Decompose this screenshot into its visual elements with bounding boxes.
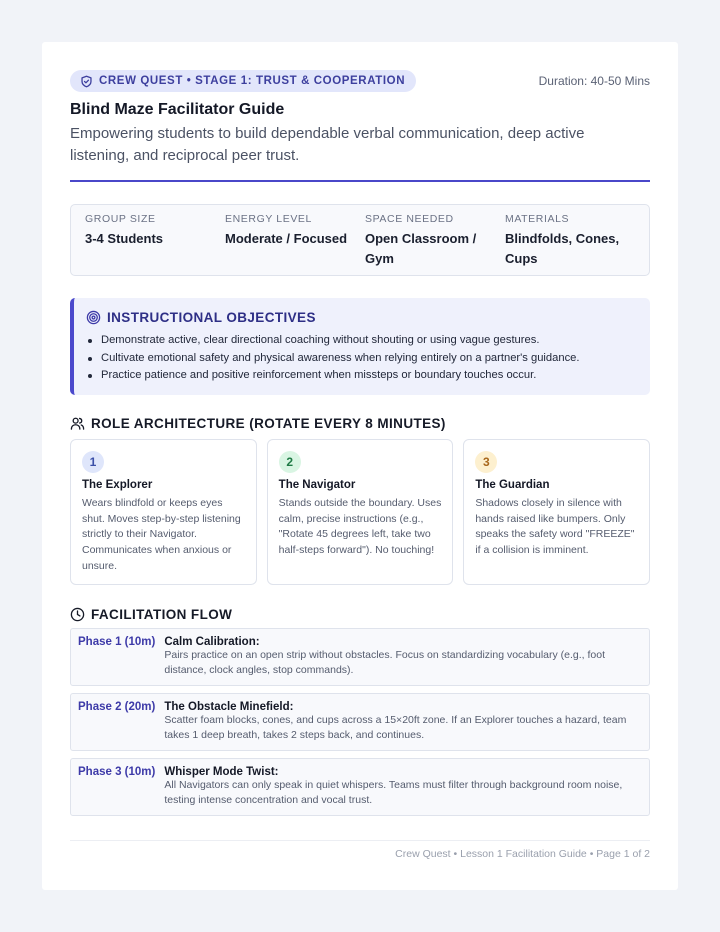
flow-list — [70, 628, 650, 816]
info-value: Blindfolds, Cones, Cups — [505, 231, 620, 266]
phase-description: Pairs practice on an open strip without obstacles. Focus on standardizing vocabulary (e.g., foot distance, clock angles, stop commands). — [164, 649, 606, 676]
phase-label: Phase 1 (10m) — [78, 636, 156, 648]
phase-label: Phase 2 (20m) — [78, 701, 156, 713]
info-energy-level — [225, 213, 365, 275]
info-value: Moderate / Focused — [225, 231, 348, 246]
phase-content — [164, 701, 639, 750]
info-label: MATERIALS — [505, 213, 570, 225]
duration-text: Duration: 40-50 Mins — [538, 74, 650, 88]
flow-phase-3 — [70, 758, 650, 816]
phase-label: Phase 3 (10m) — [78, 766, 156, 778]
roles-heading-label: ROLE ARCHITECTURE (ROTATE EVERY 8 MINUTES) — [91, 416, 446, 431]
flow-phase-2 — [70, 693, 650, 751]
role-number-badge: 3 — [475, 451, 497, 473]
objectives-panel — [70, 298, 650, 395]
phase-title: Whisper Mode Twist: — [164, 766, 279, 778]
info-label: ENERGY LEVEL — [225, 213, 312, 225]
activity-info-panel — [70, 204, 650, 276]
flow-phase-1 — [70, 628, 650, 686]
list-item: Cultivate emotional safety and physical awareness when relying entirely on a partner's guidance. — [101, 350, 636, 368]
list-item: Practice patience and positive reinforcement when missteps or boundary touches occur. — [101, 367, 636, 385]
role-title: The Navigator — [278, 479, 356, 491]
page-footer: Crew Quest • Lesson 1 Facilitation Guide • Page 1 of 2 — [395, 848, 650, 860]
phase-title: Calm Calibration: — [164, 636, 260, 648]
phase-description: All Navigators can only speak in quiet whispers. Teams must filter through background room noise, testing intense concentration and vocal trust. — [164, 779, 623, 806]
flow-heading-label: FACILITATION FLOW — [91, 607, 233, 622]
info-group-size — [85, 213, 225, 275]
role-number-badge: 2 — [279, 451, 301, 473]
role-description: Stands outside the boundary. Uses calm, precise instructions (e.g., "Rotate 45 degrees left, take two half-steps forward"). No touching! — [278, 497, 442, 557]
shield-icon — [80, 75, 93, 88]
stage-badge-label: CREW QUEST • STAGE 1: TRUST & COOPERATION — [99, 75, 406, 87]
role-number-badge: 1 — [82, 451, 104, 473]
header-divider — [70, 180, 650, 182]
clock-icon — [70, 607, 85, 622]
phase-title: The Obstacle Minefield: — [164, 701, 294, 713]
role-cards — [70, 439, 650, 585]
phase-content — [164, 636, 639, 685]
top-bar — [70, 70, 650, 92]
phase-description: Scatter foam blocks, cones, and cups across a 15×20ft zone. If an Explorer touches a hazard, team takes 1 deep breath, takes 2 steps back, and continues. — [164, 714, 627, 741]
users-icon — [70, 416, 85, 431]
role-card-guardian — [463, 439, 650, 585]
role-title: The Explorer — [82, 479, 153, 491]
role-card-navigator — [267, 439, 454, 585]
info-value: 3-4 Students — [85, 231, 164, 246]
objectives-heading-label: INSTRUCTIONAL OBJECTIVES — [107, 310, 316, 325]
role-title: The Guardian — [475, 479, 550, 491]
roles-heading — [70, 416, 650, 431]
list-item: Demonstrate active, clear directional coaching without shouting or using vague gestures. — [101, 332, 636, 350]
info-space-needed — [365, 213, 505, 275]
stage-badge — [70, 70, 416, 92]
info-label: SPACE NEEDED — [365, 213, 454, 225]
page-subtitle: Empowering students to build dependable verbal communication, deep active listening, and reciprocal peer trust. — [70, 125, 585, 164]
flow-heading — [70, 607, 650, 622]
footer-divider — [70, 840, 650, 841]
role-description: Wears blindfold or keeps eyes shut. Moves step-by-step listening strictly to their Navigator. Communicates when anxious or unsure. — [82, 497, 241, 572]
info-value: Open Classroom / Gym — [365, 231, 477, 266]
page-title: Blind Maze Facilitator Guide — [70, 101, 285, 118]
target-icon — [86, 310, 101, 325]
role-description: Shadows closely in silence with hands raised like bumpers. Only speaks the safety word "FREEZE" if a collision is imminent. — [475, 497, 635, 557]
objectives-list — [86, 332, 636, 385]
info-materials — [505, 213, 645, 275]
guide-page — [42, 42, 678, 890]
info-label: GROUP SIZE — [85, 213, 156, 225]
objectives-heading — [86, 310, 636, 325]
phase-content — [164, 766, 639, 815]
role-card-explorer — [70, 439, 257, 585]
